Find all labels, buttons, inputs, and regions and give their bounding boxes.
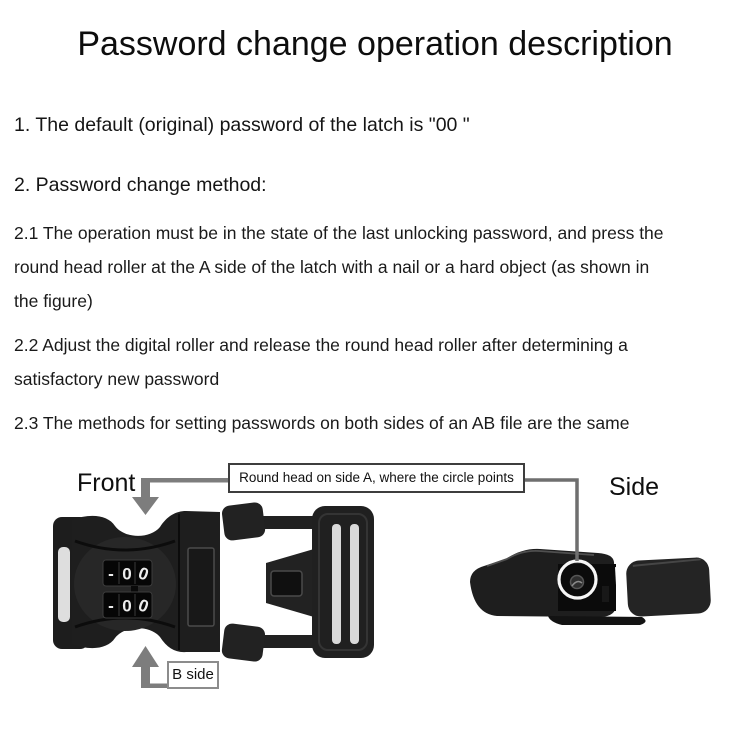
side-view-illustration xyxy=(470,549,711,625)
dial-digit: - xyxy=(108,596,114,616)
strap-slot xyxy=(58,547,70,622)
front-buckle-illustration xyxy=(53,511,220,652)
dial-digit: - xyxy=(108,564,114,584)
side-view-label: Side xyxy=(609,473,660,501)
front-arrow-line xyxy=(145,478,228,483)
dial-row-connector xyxy=(131,586,138,592)
step-2-1-line: the figure) xyxy=(14,291,93,311)
plate-panel xyxy=(188,548,214,626)
front-arrowhead-icon xyxy=(132,497,159,515)
instruction-step-2-1 xyxy=(14,216,664,318)
front-arrow-shaft xyxy=(141,478,150,499)
latch-hook xyxy=(602,586,609,602)
center-guide-notch xyxy=(271,571,302,596)
top-prong-head xyxy=(221,502,266,542)
side-base xyxy=(548,616,646,625)
dial-digit: 0 xyxy=(135,563,152,585)
round-head-callout: Round head on side A, where the circle points xyxy=(228,463,525,493)
page-title: Password change operation description xyxy=(77,25,673,63)
bottom-prong-head xyxy=(221,623,266,663)
b-side-arrowhead-icon xyxy=(132,646,159,667)
instruction-item-2: 2. Password change method: xyxy=(14,174,267,196)
frame-slot xyxy=(332,524,341,644)
step-2-3-line: 2.3 The methods for setting passwords on both sides of an AB file are the same xyxy=(14,413,630,433)
instruction-step-2-2 xyxy=(14,328,628,396)
step-2-2-line: 2.2 Adjust the digital roller and release the round head roller after determining a xyxy=(14,335,628,355)
dial-row-2 xyxy=(103,592,152,618)
step-2-2-line: satisfactory new password xyxy=(14,369,220,389)
front-arrow xyxy=(132,478,228,515)
side-right-end xyxy=(626,557,712,617)
dial-digit: 0 xyxy=(122,596,132,616)
b-side-arrow-line xyxy=(145,684,168,689)
b-side-label-box: B side xyxy=(167,661,219,689)
b-side-arrow xyxy=(132,646,168,688)
dial-digit: 0 xyxy=(122,564,132,584)
buckle-frame xyxy=(312,506,374,658)
dial-digit: 0 xyxy=(135,595,152,617)
callout-connector-line xyxy=(525,480,577,561)
front-view-label: Front xyxy=(77,469,136,497)
step-2-1-line: round head roller at the A side of the latch with a nail or a hard object (as shown in xyxy=(14,257,650,277)
instruction-step-2-3 xyxy=(14,406,629,440)
male-buckle-illustration xyxy=(221,502,374,663)
step-2-1-line: 2.1 The operation must be in the state of the last unlocking password, and press the xyxy=(14,223,664,243)
instruction-item-1: 1. The default (original) password of the latch is "00 " xyxy=(14,114,470,136)
side-gap xyxy=(615,567,626,603)
dial-row-1 xyxy=(103,560,152,586)
frame-slot xyxy=(350,524,359,644)
